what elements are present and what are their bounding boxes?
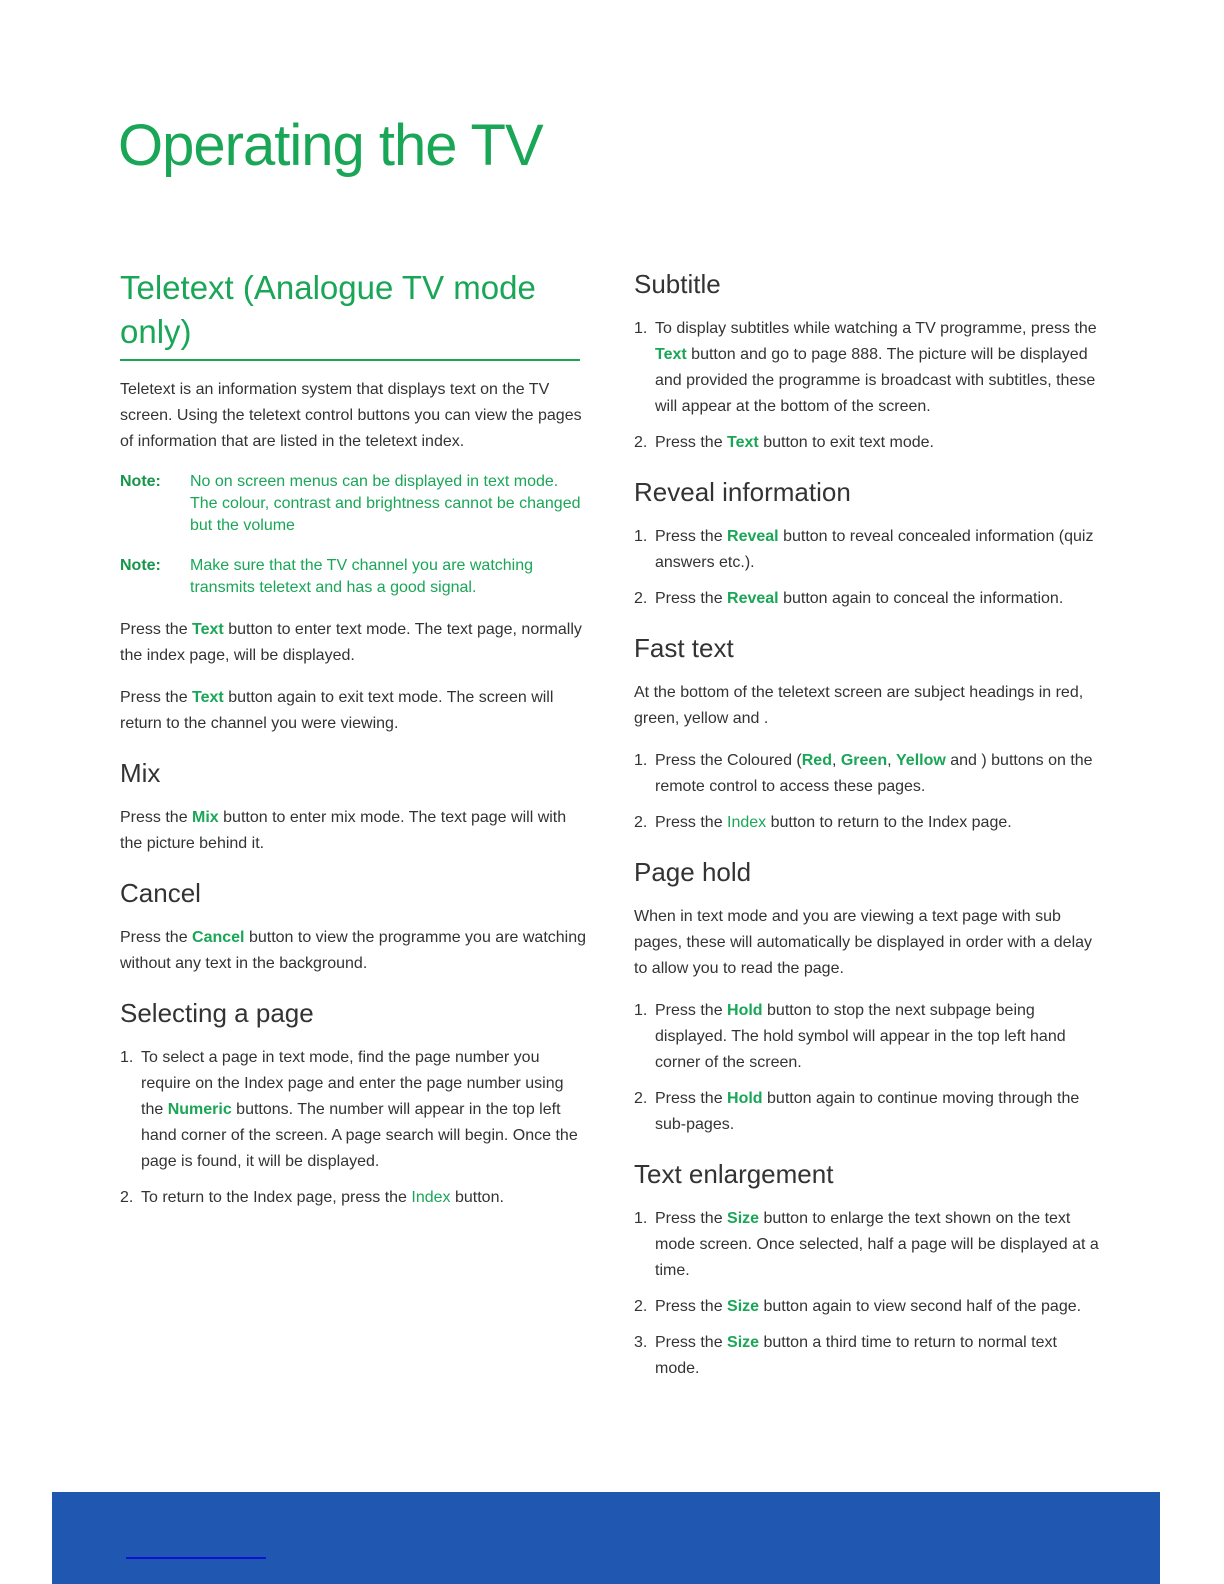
- text-segment: Press the: [120, 621, 193, 638]
- note-text: Make sure that the TV channel you are watching transmits teletext and has a good signal.: [190, 557, 534, 596]
- list-number: 1.: [120, 1049, 134, 1066]
- text-segment: button again to exit text mode. The screen will return to the channel you were viewing.: [120, 689, 554, 732]
- button-name-highlight: Reveal: [727, 590, 779, 607]
- text-segment: Press the: [655, 434, 728, 451]
- text-segment: button and go to page 888. The picture will be displayed and provided the programme is broadcast with subtitles, these will appear at the bottom of the screen.: [655, 346, 1096, 415]
- text-segment: Press the: [120, 929, 193, 946]
- list-item: [120, 1185, 586, 1211]
- button-name-highlight: Red: [801, 752, 832, 769]
- button-name-highlight: Numeric: [167, 1101, 232, 1118]
- list-item: [634, 524, 1100, 576]
- text-segment: Press the Coloured (: [655, 752, 802, 769]
- heading-selecting-page: Selecting a page: [120, 998, 314, 1028]
- list-item: [634, 998, 1100, 1076]
- left-column: [120, 266, 586, 1221]
- text-segment: Press the: [655, 1002, 728, 1019]
- text-segment: Press the: [120, 689, 193, 706]
- text-segment: button again to continue moving through the sub-pages.: [655, 1090, 1080, 1133]
- text-segment: button.: [450, 1189, 504, 1206]
- right-column: [634, 268, 1100, 1392]
- text-segment: and ) buttons on the remote control to access these pages.: [655, 752, 1093, 795]
- list-number: 1.: [634, 752, 648, 769]
- text-segment: To display subtitles while watching a TV programme, press the: [655, 320, 1097, 337]
- list-number: 3.: [634, 1334, 648, 1351]
- list-number: 2.: [634, 434, 648, 451]
- button-name-highlight: Green: [840, 752, 888, 769]
- heading-cancel: Cancel: [120, 878, 201, 908]
- text-segment: To select a page in text mode, find the page number you require on the Index page and enter the page number using the: [141, 1049, 564, 1118]
- section-divider: [120, 359, 580, 361]
- text-segment: button to view the programme you are watching without any text in the background.: [120, 929, 587, 972]
- text-segment: Press the: [655, 1298, 728, 1315]
- text-segment: button again to view second half of the page.: [759, 1298, 1082, 1315]
- list-item: [634, 1330, 1100, 1382]
- page-title: Operating the TV: [118, 113, 543, 178]
- text-segment: ,: [887, 752, 896, 769]
- list-item: [634, 1206, 1100, 1284]
- list-number: 2.: [120, 1189, 134, 1206]
- list-item: [634, 1294, 1100, 1320]
- text-segment: Teletext is an information system that displays text on the TV screen. Using the teletext control buttons you can view the pages of information that are listed in the teletext index.: [120, 381, 582, 450]
- cancel-paragraph: [120, 925, 586, 977]
- text-segment: button to enter text mode. The text page, normally the index page, will be displayed.: [120, 621, 582, 664]
- button-name-highlight: Size: [727, 1298, 760, 1315]
- button-name-highlight: Hold: [727, 1090, 763, 1107]
- button-name-highlight: Size: [727, 1334, 760, 1351]
- heading-mix: Mix: [120, 758, 161, 788]
- text-segment: When in text mode and you are viewing a text page with sub pages, these will automatically be displayed in order with a delay to allow you to read the page.: [634, 908, 1093, 977]
- fast-text-paragraph: [634, 680, 1100, 732]
- mix-paragraph: [120, 805, 586, 857]
- list-number: 2.: [634, 1090, 648, 1107]
- section-title: Teletext (Analogue TV mode only): [120, 269, 536, 350]
- list-item: [634, 810, 1100, 836]
- button-name-highlight: Text: [727, 434, 759, 451]
- list-item: [634, 316, 1100, 420]
- button-name-highlight: Text: [192, 689, 224, 706]
- text-enter-paragraph: [120, 617, 586, 669]
- list-item: [634, 1086, 1100, 1138]
- list-number: 1.: [634, 320, 648, 337]
- list-number: 2.: [634, 590, 648, 607]
- button-name-highlight: Yellow: [896, 752, 946, 769]
- text-segment: button to exit text mode.: [758, 434, 934, 451]
- text-exit-paragraph: [120, 685, 586, 737]
- list-item: [120, 1045, 586, 1175]
- list-item: [634, 586, 1100, 612]
- footer-link[interactable]: [126, 1557, 266, 1559]
- text-segment: Press the: [655, 590, 728, 607]
- heading-text-enlargement: Text enlargement: [634, 1159, 834, 1189]
- list-item: [634, 430, 1100, 456]
- button-name-highlight: Text: [192, 621, 224, 638]
- button-name-highlight: Reveal: [727, 528, 779, 545]
- text-segment: ,: [831, 752, 841, 769]
- button-name-highlight: Cancel: [192, 929, 245, 946]
- text-segment: button a third time to return to normal text mode.: [655, 1334, 1057, 1377]
- text-segment: At the bottom of the teletext screen are subject headings in red, green, yellow and .: [634, 684, 1084, 727]
- button-name-highlight: Text: [655, 346, 687, 363]
- note-text: No on screen menus can be displayed in text mode. The colour, contrast and brightness cannot be changed but the volume: [190, 473, 581, 534]
- button-name-highlight: Hold: [727, 1002, 763, 1019]
- note-1: [120, 471, 586, 537]
- text-segment: button again to conceal the information.: [778, 590, 1064, 607]
- text-segment: button to stop the next subpage being displayed. The hold symbol will appear in the top left hand corner of the screen.: [655, 1002, 1066, 1071]
- text-segment: Press the: [655, 814, 728, 831]
- heading-reveal: Reveal information: [634, 477, 851, 507]
- text-segment: button to return to the Index page.: [766, 814, 1012, 831]
- list-item: [634, 748, 1100, 800]
- note-label: Note:: [120, 473, 161, 490]
- note-2: [120, 555, 586, 599]
- intro-paragraph: [120, 377, 586, 455]
- list-number: 2.: [634, 814, 648, 831]
- list-number: 1.: [634, 1002, 648, 1019]
- button-name-highlight: Index: [727, 814, 767, 831]
- text-segment: button to reveal concealed information (quiz answers etc.).: [655, 528, 1094, 571]
- button-name-highlight: Size: [727, 1210, 760, 1227]
- text-segment: To return to the Index page, press the: [141, 1189, 412, 1206]
- list-number: 1.: [634, 528, 648, 545]
- text-segment: Press the: [655, 528, 728, 545]
- text-segment: buttons. The number will appear in the top left hand corner of the screen. A page search will begin. Once the page is found, it will be displayed.: [141, 1101, 578, 1170]
- text-segment: Press the: [655, 1090, 728, 1107]
- text-segment: button to enlarge the text shown on the text mode screen. Once selected, half a page will be displayed at a time.: [655, 1210, 1099, 1279]
- text-segment: Press the: [120, 809, 193, 826]
- list-number: 1.: [634, 1210, 648, 1227]
- footer-bar: [52, 1492, 1160, 1584]
- list-number: 2.: [634, 1298, 648, 1315]
- page-hold-paragraph: [634, 904, 1100, 982]
- note-label: Note:: [120, 557, 161, 574]
- heading-fast-text: Fast text: [634, 633, 734, 663]
- button-name-highlight: Mix: [192, 809, 219, 826]
- heading-subtitle: Subtitle: [634, 269, 721, 299]
- text-segment: Press the: [655, 1334, 728, 1351]
- button-name-highlight: Index: [411, 1189, 451, 1206]
- text-segment: Press the: [655, 1210, 728, 1227]
- text-segment: button to enter mix mode. The text page will with the picture behind it.: [120, 809, 567, 852]
- heading-page-hold: Page hold: [634, 857, 752, 887]
